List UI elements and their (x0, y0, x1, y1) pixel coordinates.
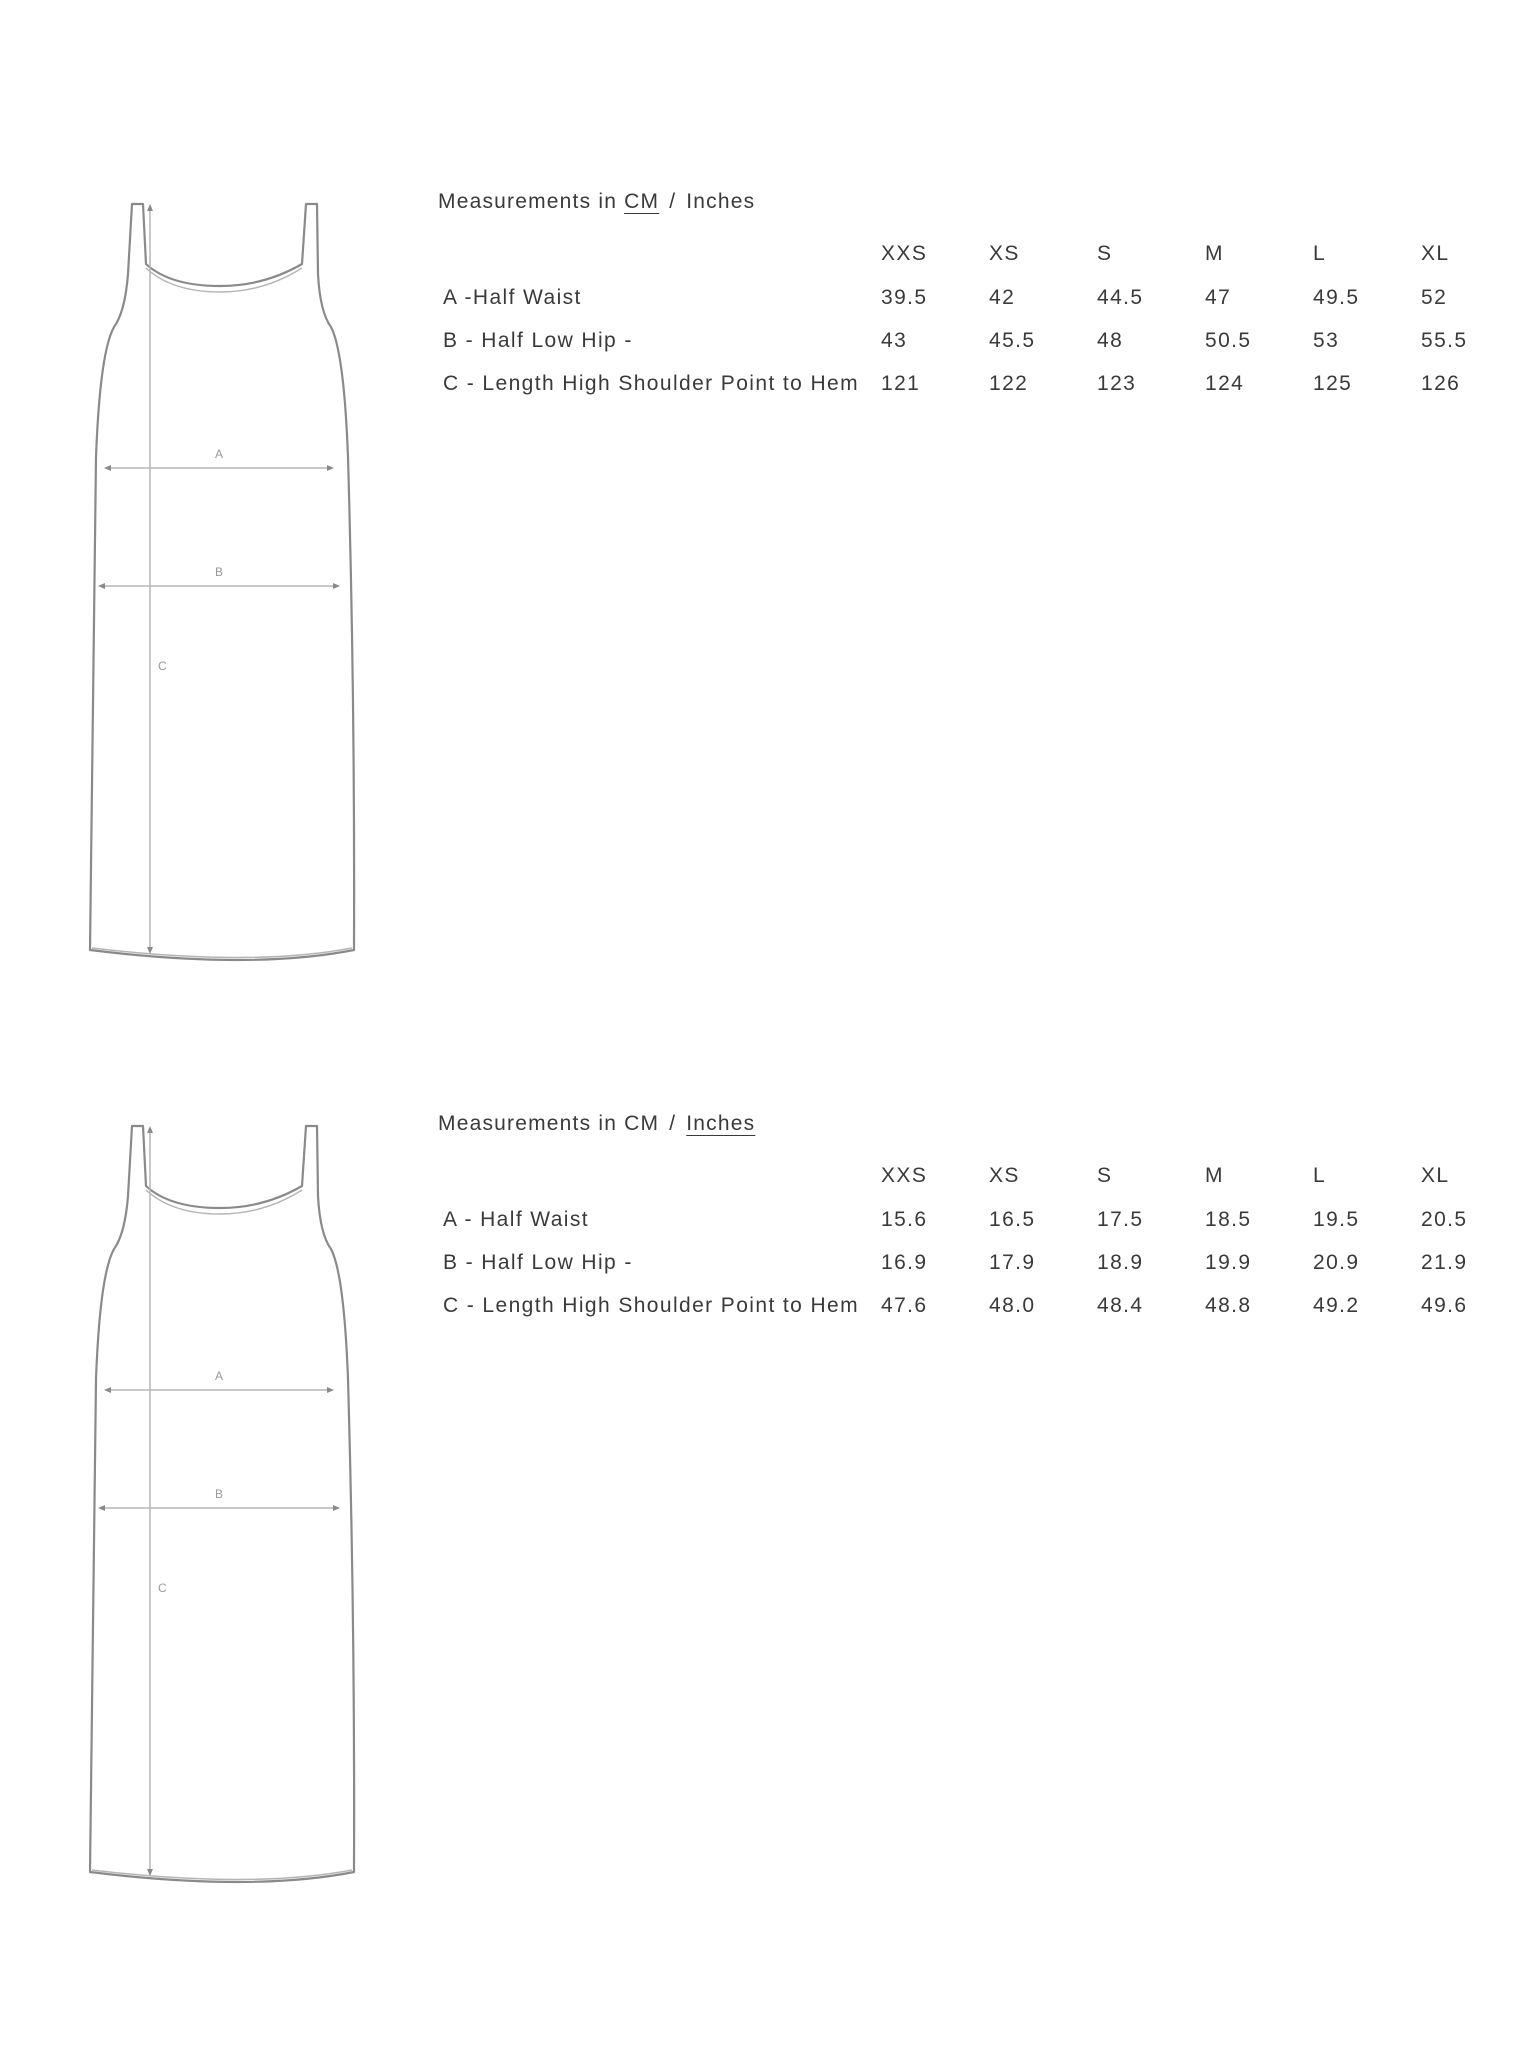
size-header: XL (1421, 242, 1450, 265)
measurement-value: 18.5 (1205, 1207, 1252, 1231)
dress-outline-icon (80, 1124, 360, 1884)
measurement-value: 122 (989, 371, 1029, 395)
measure-label-b: B (214, 1487, 224, 1501)
measurement-value: 124 (1205, 371, 1245, 395)
measurement-value: 20.9 (1313, 1250, 1360, 1274)
size-table-inches (438, 1154, 1529, 1327)
table-row (438, 319, 1529, 362)
measurement-value: 123 (1097, 371, 1137, 395)
measurement-label: A - Half Waist (443, 1207, 590, 1231)
size-header: L (1313, 242, 1327, 265)
measurement-unit-heading (438, 1112, 755, 1136)
measurement-value: 39.5 (881, 285, 928, 309)
measure-label-a: A (214, 1369, 224, 1383)
measurement-value: 17.5 (1097, 1207, 1144, 1231)
table-row (438, 1241, 1529, 1284)
size-header: M (1205, 242, 1224, 265)
measurement-label: B - Half Low Hip - (443, 328, 633, 352)
size-header: M (1205, 1164, 1224, 1187)
unit-toggle-cm[interactable]: CM (624, 190, 660, 213)
measurement-value: 47 (1205, 285, 1232, 309)
measurement-value: 48.4 (1097, 1293, 1144, 1317)
table-row (438, 362, 1529, 405)
measurement-unit-heading (438, 190, 755, 214)
size-header: S (1097, 1164, 1113, 1187)
measurement-value: 19.9 (1205, 1250, 1252, 1274)
dress-outline-icon (80, 202, 360, 962)
size-header: XXS (881, 242, 928, 265)
size-header-row (438, 232, 1529, 276)
measurement-value: 49.5 (1313, 285, 1360, 309)
measurement-value: 49.6 (1421, 1293, 1468, 1317)
measurement-label: A -Half Waist (443, 285, 582, 309)
table-row (438, 276, 1529, 319)
measure-label-a: A (214, 447, 224, 461)
measure-label-c: C (158, 659, 167, 673)
measurement-value: 21.9 (1421, 1250, 1468, 1274)
size-header: XS (989, 242, 1020, 265)
measurement-value: 20.5 (1421, 1207, 1468, 1231)
measurement-label: B - Half Low Hip - (443, 1250, 633, 1274)
measurement-value: 16.5 (989, 1207, 1036, 1231)
dress-diagram-inches (80, 1124, 360, 1884)
measurement-value: 42 (989, 285, 1016, 309)
size-header-row (438, 1154, 1529, 1198)
measurement-value: 15.6 (881, 1207, 928, 1231)
measurement-value: 125 (1313, 371, 1353, 395)
measurement-value: 19.5 (1313, 1207, 1360, 1231)
heading-prefix: Measurements in (438, 1112, 618, 1135)
measurement-value: 50.5 (1205, 328, 1252, 352)
heading-prefix: Measurements in (438, 190, 618, 213)
size-header: L (1313, 1164, 1327, 1187)
measurement-value: 55.5 (1421, 328, 1468, 352)
size-table-cm (438, 232, 1529, 405)
unit-separator: / (669, 190, 677, 213)
table-row (438, 1284, 1529, 1327)
unit-separator: / (669, 1112, 677, 1135)
measurement-value: 43 (881, 328, 908, 352)
unit-toggle-cm[interactable]: CM (624, 1112, 660, 1135)
unit-toggle-inches[interactable]: Inches (686, 1112, 756, 1135)
measurement-value: 49.2 (1313, 1293, 1360, 1317)
measurement-label: C - Length High Shoulder Point to Hem (443, 371, 859, 395)
measurement-value: 44.5 (1097, 285, 1144, 309)
measurement-label: C - Length High Shoulder Point to Hem (443, 1293, 859, 1317)
size-chart-inches (0, 1112, 1536, 1912)
measurement-value: 16.9 (881, 1250, 928, 1274)
measurement-value: 126 (1421, 371, 1461, 395)
measure-label-b: B (214, 565, 224, 579)
header-empty (438, 1154, 881, 1198)
measurement-value: 45.5 (989, 328, 1036, 352)
measurement-value: 47.6 (881, 1293, 928, 1317)
measure-label-c: C (158, 1581, 167, 1595)
size-header: XL (1421, 1164, 1450, 1187)
size-header: XXS (881, 1164, 928, 1187)
size-header: S (1097, 242, 1113, 265)
measurement-value: 17.9 (989, 1250, 1036, 1274)
measurement-value: 48.0 (989, 1293, 1036, 1317)
measurement-value: 53 (1313, 328, 1340, 352)
measurement-value: 48 (1097, 328, 1124, 352)
dress-diagram-cm (80, 202, 360, 962)
measurement-value: 18.9 (1097, 1250, 1144, 1274)
size-header: XS (989, 1164, 1020, 1187)
unit-toggle-inches[interactable]: Inches (686, 190, 756, 213)
table-row (438, 1198, 1529, 1241)
measurement-value: 52 (1421, 285, 1448, 309)
measurement-value: 48.8 (1205, 1293, 1252, 1317)
header-empty (438, 232, 881, 276)
size-chart-cm (0, 190, 1536, 990)
measurement-value: 121 (881, 371, 921, 395)
